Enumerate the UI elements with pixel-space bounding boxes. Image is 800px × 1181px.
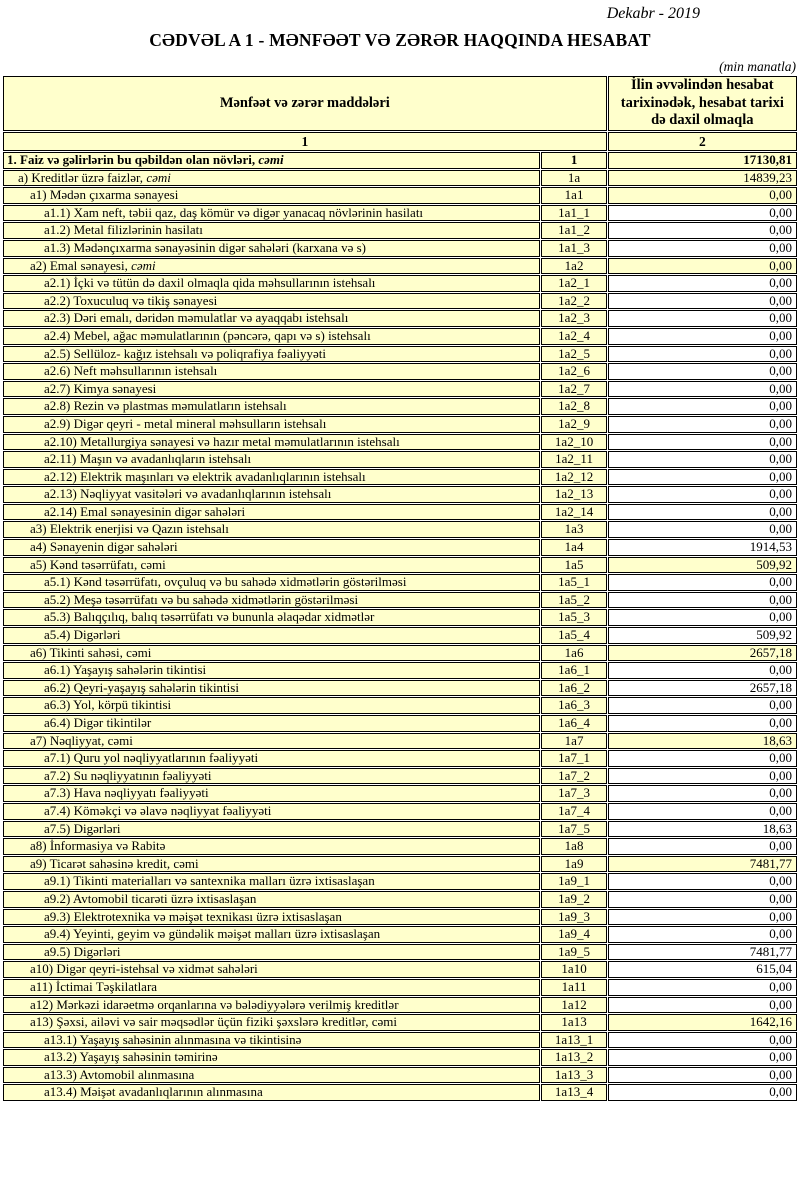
row-code: 1a2_13 [541,486,606,503]
row-value-cell: 0,00 [608,909,797,926]
column-number-row [3,132,797,151]
row-label [3,504,540,521]
row-label-text: a2.13) Nəqliyyat vasitələri və avadanlıqlarının istehsalı [44,486,332,502]
profit-loss-table [2,75,798,1102]
row-label-text: 1. Faiz və gəlirlərin bu qəbildən olan növləri, [7,152,259,167]
table-row [3,310,797,327]
row-code: 1a9_5 [541,944,606,961]
row-code: 1a2_5 [541,346,606,363]
row-code: 1a2_2 [541,293,606,310]
row-code: 1a9 [541,856,606,873]
row-label [3,521,540,538]
table-row [3,803,797,820]
row-label-text: a13.4) Məişət avadanlıqlarının alınmasına [44,1084,263,1100]
row-label [3,416,540,433]
row-value-cell: 0,00 [608,293,797,310]
row-label [3,469,540,486]
row-label-text: a5.4) Digərləri [44,627,121,643]
row-label [3,310,540,327]
row-label-text: a5.3) Balıqçılıq, balıq təsərrüfatı və bununla əlaqədar xidmətlər [44,609,375,625]
column-header-items: Mənfəət və zərər maddələri [3,76,607,131]
row-label-text: a9) Ticarət sahəsinə kredit, cəmi [30,855,199,871]
row-code: 1a6_4 [541,715,606,732]
row-code: 1a2_12 [541,469,606,486]
row-label [3,645,540,662]
row-value-cell: 0,00 [608,873,797,890]
row-code: 1a7_3 [541,785,606,802]
column-number-items: 1 [3,132,607,151]
row-code: 1a2_1 [541,275,606,292]
row-value-total-cell: 18,63 [608,733,797,750]
row-value-cell: 0,00 [608,609,797,626]
row-label-text: a13.3) Avtomobil alınmasına [44,1066,195,1082]
row-code: 1a4 [541,539,606,556]
row-value-cell: 0,00 [608,434,797,451]
row-label [3,1032,540,1049]
row-label-text: a7.3) Hava nəqliyyatı fəaliyyəti [44,785,209,801]
row-label-text: a5.1) Kənd təsərrüfatı, ovçuluq və bu sahədə xidmətlərin göstərilməsi [44,574,407,590]
table-row [3,961,797,978]
row-label-text: a13.1) Yaşayış sahəsinin alınmasına və tikintisinə [44,1031,302,1047]
row-label-suffix: cəmi [131,257,156,273]
row-label [3,240,540,257]
row-code: 1a7_5 [541,821,606,838]
row-value-total-cell: 509,92 [608,557,797,574]
row-code: 1a5_3 [541,609,606,626]
table-row [3,592,797,609]
row-code: 1a5 [541,557,606,574]
table-row [3,451,797,468]
row-label-text: a5.2) Meşə təsərrüfatı və bu sahədə xidmətlərin göstərilməsi [44,591,359,607]
table-row [3,697,797,714]
row-label-text: a2.10) Metallurgiya sənayesi və hazır metal məmulatlarının istehsalı [44,433,400,449]
table-row [3,381,797,398]
table-row [3,521,797,538]
row-label [3,680,540,697]
table-row [3,275,797,292]
row-label-suffix: cəmi [258,152,284,167]
row-value-cell: 0,00 [608,222,797,239]
row-label [3,697,540,714]
row-code: 1a7_4 [541,803,606,820]
row-label-text: a1.3) Mədənçıxarma sənayəsinin digər sahələri (karxana və s) [44,239,366,255]
table-row [3,873,797,890]
row-code: 1a13_3 [541,1067,606,1084]
row-code: 1a11 [541,979,606,996]
row-value-total-cell: 14839,23 [608,170,797,187]
table-row [3,944,797,961]
table-row [3,240,797,257]
row-label [3,592,540,609]
row-code: 1a8 [541,838,606,855]
row-value-cell: 0,00 [608,486,797,503]
row-label [3,909,540,926]
row-value-cell: 7481,77 [608,944,797,961]
row-label [3,170,540,187]
table-row [3,504,797,521]
table-row [3,750,797,767]
row-code: 1a3 [541,521,606,538]
table-row [3,398,797,415]
row-label [3,1049,540,1066]
row-value-total-cell: 2657,18 [608,645,797,662]
row-label [3,205,540,222]
row-value-cell: 0,00 [608,697,797,714]
row-label [3,328,540,345]
row-label-text: a9.2) Avtomobil ticarəti üzrə ixtisaslaşan [44,890,257,906]
row-label-text: a2.12) Elektrik maşınları və elektrik avadanlıqlarının istehsalı [44,468,366,484]
row-code: 1a2 [541,258,606,275]
table-row [3,627,797,644]
table-row [3,258,797,275]
table-row [3,680,797,697]
row-value-cell: 0,00 [608,891,797,908]
row-value-cell: 0,00 [608,1049,797,1066]
row-value-cell: 0,00 [608,521,797,538]
table-row [3,1067,797,1084]
row-code: 1a1_2 [541,222,606,239]
table-row [3,838,797,855]
row-code: 1a9_3 [541,909,606,926]
row-label [3,346,540,363]
row-label-text: a10) Digər qeyri-istehsal və xidmət sahələri [30,961,258,977]
row-code: 1a5_1 [541,574,606,591]
row-label [3,785,540,802]
row-label [3,627,540,644]
row-value-cell: 1914,53 [608,539,797,556]
table-row [3,187,797,204]
row-label [3,891,540,908]
row-value-cell: 0,00 [608,1067,797,1084]
table-row [3,926,797,943]
row-label [3,434,540,451]
row-label [3,1084,540,1101]
row-label [3,961,540,978]
row-label-text: a7) Nəqliyyat, cəmi [30,732,133,748]
row-label-text: a) Kreditlər üzrə faizlər, [18,169,147,185]
row-label-text: a4) Sənayenin digər sahələri [30,539,178,555]
row-label [3,715,540,732]
row-code: 1a9_1 [541,873,606,890]
row-code: 1a5_4 [541,627,606,644]
table-row [3,205,797,222]
row-code: 1a6 [541,645,606,662]
row-value-total-cell: 0,00 [608,258,797,275]
row-label-text: a1.1) Xam neft, təbii qaz, daş kömür və digər yanacaq növlərinin hasilatı [44,204,424,220]
row-label-text: a2.1) İçki və tütün də daxil olmaqla qida məhsullarının istehsalı [44,275,376,291]
row-label-text: a5) Kənd təsərrüfatı, cəmi [30,556,166,572]
row-label [3,944,540,961]
row-label [3,662,540,679]
table-row [3,328,797,345]
row-code: 1a13 [541,1014,606,1031]
row-label-text: a3) Elektrik enerjisi və Qazın istehsalı [30,521,229,537]
row-label [3,803,540,820]
row-label-text: a1.2) Metal filizlərinin hasilatı [44,222,203,238]
row-value-cell: 0,00 [608,451,797,468]
row-label-text: a6.4) Digər tikintilər [44,715,152,730]
row-value-cell: 0,00 [608,363,797,380]
row-code: 1a1_1 [541,205,606,222]
row-value-cell: 0,00 [608,504,797,521]
row-code: 1a2_8 [541,398,606,415]
table-row [3,1032,797,1049]
row-value-cell: 0,00 [608,662,797,679]
table-row [3,363,797,380]
row-value-cell: 0,00 [608,1032,797,1049]
table-row [3,1084,797,1101]
row-label-text: a9.5) Digərləri [44,943,121,959]
row-code: 1a5_2 [541,592,606,609]
row-code: 1a13_1 [541,1032,606,1049]
table-row [3,909,797,926]
row-value-cell: 0,00 [608,997,797,1014]
table-row [3,662,797,679]
row-code: 1a13_4 [541,1084,606,1101]
table-row [3,997,797,1014]
row-value-cell: 0,00 [608,1084,797,1101]
row-label [3,398,540,415]
row-label-text: a6.1) Yaşayış sahələrin tikintisi [44,662,207,678]
table-row [3,1049,797,1066]
page-title: CƏDVƏL A 1 - MƏNFƏƏT VƏ ZƏRƏR HAQQINDA HESABAT [149,30,651,50]
row-code: 1a9_4 [541,926,606,943]
table-row [3,222,797,239]
table-row [3,346,797,363]
row-label-text: a2.7) Kimya sənayesi [44,380,157,396]
row-label-text: a12) Mərkəzi idarəetmə orqanlarına və bələdiyyələrə verilmiş kreditlər [30,996,399,1012]
table-row [3,609,797,626]
report-page [0,5,800,1102]
row-label [3,275,540,292]
row-code: 1a2_14 [541,504,606,521]
row-value-cell: 0,00 [608,768,797,785]
table-row [3,469,797,486]
row-label-text: a11) İctimai Təşkilatlara [30,978,158,994]
table-row [3,170,797,187]
row-label-text: a6.2) Qeyri-yaşayış sahələrin tikintisi [44,679,239,695]
table-row [3,856,797,873]
table-row [3,486,797,503]
row-label-text: a2.14) Emal sənayesinin digər sahələri [44,503,246,519]
row-label [3,979,540,996]
row-code: 1a7_1 [541,750,606,767]
row-label [3,926,540,943]
row-value-cell: 0,00 [608,240,797,257]
row-value-cell: 0,00 [608,398,797,415]
row-label-text: a2) Emal sənayesi, [30,257,132,273]
row-label-text: a9.3) Elektrotexnika və məişət texnikası üzrə ixtisaslaşan [44,908,342,924]
row-value-cell: 615,04 [608,961,797,978]
row-value-cell: 0,00 [608,592,797,609]
row-label [3,486,540,503]
row-code: 1a2_4 [541,328,606,345]
row-value-cell: 0,00 [608,205,797,222]
table-row [3,574,797,591]
row-value-total-cell: 7481,77 [608,856,797,873]
table-row [3,416,797,433]
row-label [3,750,540,767]
row-value-cell: 0,00 [608,328,797,345]
row-label [3,574,540,591]
row-code: 1a6_3 [541,697,606,714]
row-label [3,152,540,169]
row-label [3,609,540,626]
table-row [3,715,797,732]
row-code: 1a2_9 [541,416,606,433]
table-row [3,821,797,838]
row-code: 1a12 [541,997,606,1014]
table-row [3,891,797,908]
table-body [3,152,797,1101]
row-label-text: a2.9) Digər qeyri - metal mineral məhsulların istehsalı [44,415,327,431]
table-row [3,733,797,750]
row-value-cell: 0,00 [608,275,797,292]
row-value-cell: 0,00 [608,346,797,363]
row-label-text: a6) Tikinti sahəsi, cəmi [30,644,152,660]
row-code: 1a2_3 [541,310,606,327]
row-label-text: a7.2) Su nəqliyyatının fəaliyyəti [44,767,212,783]
row-label-text: a13.2) Yaşayış sahəsinin təmirinə [44,1049,218,1065]
row-code: 1a2_6 [541,363,606,380]
row-value-cell: 0,00 [608,750,797,767]
row-value-cell: 18,63 [608,821,797,838]
table-row [3,293,797,310]
row-label [3,381,540,398]
row-label-text: a2.11) Maşın və avadanlıqların istehsalı [44,451,252,467]
row-label [3,557,540,574]
row-label-text: a7.4) Köməkçi və əlavə nəqliyyat fəaliyyəti [44,802,272,818]
row-label-text: a2.4) Mebel, ağac məmulatlarının (pəncərə, qapı və s) istehsalı [44,327,371,343]
row-label-text: a7.1) Quru yol nəqliyyatlarının fəaliyyəti [44,750,259,766]
row-code: 1a2_11 [541,451,606,468]
row-code: 1 [541,152,606,169]
row-label [3,768,540,785]
row-label-text: a9.4) Yeyinti, geyim və gündəlik məişət malları üzrə ixtisaslaşan [44,926,381,942]
row-label [3,821,540,838]
row-label [3,856,540,873]
row-value-total-cell: 1642,16 [608,1014,797,1031]
row-label-text: a7.5) Digərləri [44,820,121,836]
row-code: 1a2_10 [541,434,606,451]
report-period: Dekabr - 2019 [606,5,700,22]
row-label-text: a1) Mədən çıxarma sənayesi [30,187,179,203]
row-code: 1a7_2 [541,768,606,785]
row-label-text: a13) Şəxsi, ailəvi və sair məqsədlər üçün fiziki şəxslərə kreditlər, cəmi [30,1014,397,1030]
row-code: 1a10 [541,961,606,978]
table-header-row [3,76,797,131]
row-label [3,258,540,275]
row-value-cell: 0,00 [608,838,797,855]
row-code: 1a6_2 [541,680,606,697]
row-label [3,838,540,855]
row-label-text: a9.1) Tikinti materialları və santexnika malları üzrə ixtisaslaşan [44,873,375,889]
row-label [3,187,540,204]
column-header-value: İlin əvvəlindən hesabat tarixinədək, hesabat tarixi də daxil olmaqla [608,76,797,131]
row-label-text: a8) İnformasiya və Rabitə [30,838,166,854]
row-value-cell: 0,00 [608,715,797,732]
table-row [3,785,797,802]
row-value-cell: 0,00 [608,803,797,820]
row-code: 1a9_2 [541,891,606,908]
table-row [3,434,797,451]
table-row [3,1014,797,1031]
row-label [3,997,540,1014]
row-label [3,293,540,310]
row-label [3,733,540,750]
row-label-text: a2.6) Neft məhsullarının istehsalı [44,363,218,379]
row-code: 1a1 [541,187,606,204]
table-row [3,768,797,785]
table-row [3,645,797,662]
row-label [3,1067,540,1084]
row-label [3,873,540,890]
row-label-text: a2.8) Rezin və plastmas məmulatların istehsalı [44,398,287,414]
row-value-cell: 0,00 [608,381,797,398]
row-label [3,363,540,380]
row-value-cell: 0,00 [608,416,797,433]
row-code: 1a13_2 [541,1049,606,1066]
row-value-cell: 0,00 [608,979,797,996]
row-label [3,539,540,556]
row-value-cell: 0,00 [608,926,797,943]
row-value-cell: 0,00 [608,574,797,591]
row-label [3,451,540,468]
row-value-cell: 0,00 [608,785,797,802]
row-code: 1a2_7 [541,381,606,398]
row-value-cell: 0,00 [608,469,797,486]
row-code: 1a1_3 [541,240,606,257]
row-label-text: a2.2) Toxuculuq və tikiş sənayesi [44,292,218,308]
table-row [3,979,797,996]
column-number-value: 2 [608,132,797,151]
row-value-total-cell: 0,00 [608,187,797,204]
table-row [3,557,797,574]
row-label [3,222,540,239]
row-code: 1a6_1 [541,662,606,679]
unit-note: (min manatla) [719,59,796,74]
row-value-cell: 509,92 [608,627,797,644]
row-label-suffix: cəmi [146,169,171,185]
table-row [3,152,797,169]
row-label-text: a6.3) Yol, körpü tikintisi [44,697,172,713]
row-label [3,1014,540,1031]
row-value-total-cell: 17130,81 [608,152,797,169]
row-label-text: a2.3) Dəri emalı, dəridən məmulatlar və ayaqqabı istehsalı [44,310,349,326]
table-row [3,539,797,556]
row-value-cell: 0,00 [608,310,797,327]
row-value-cell: 2657,18 [608,680,797,697]
row-code: 1a [541,170,606,187]
row-label-text: a2.5) Sellüloz- kağız istehsalı və poliqrafiya fəaliyyəti [44,345,326,361]
row-code: 1a7 [541,733,606,750]
